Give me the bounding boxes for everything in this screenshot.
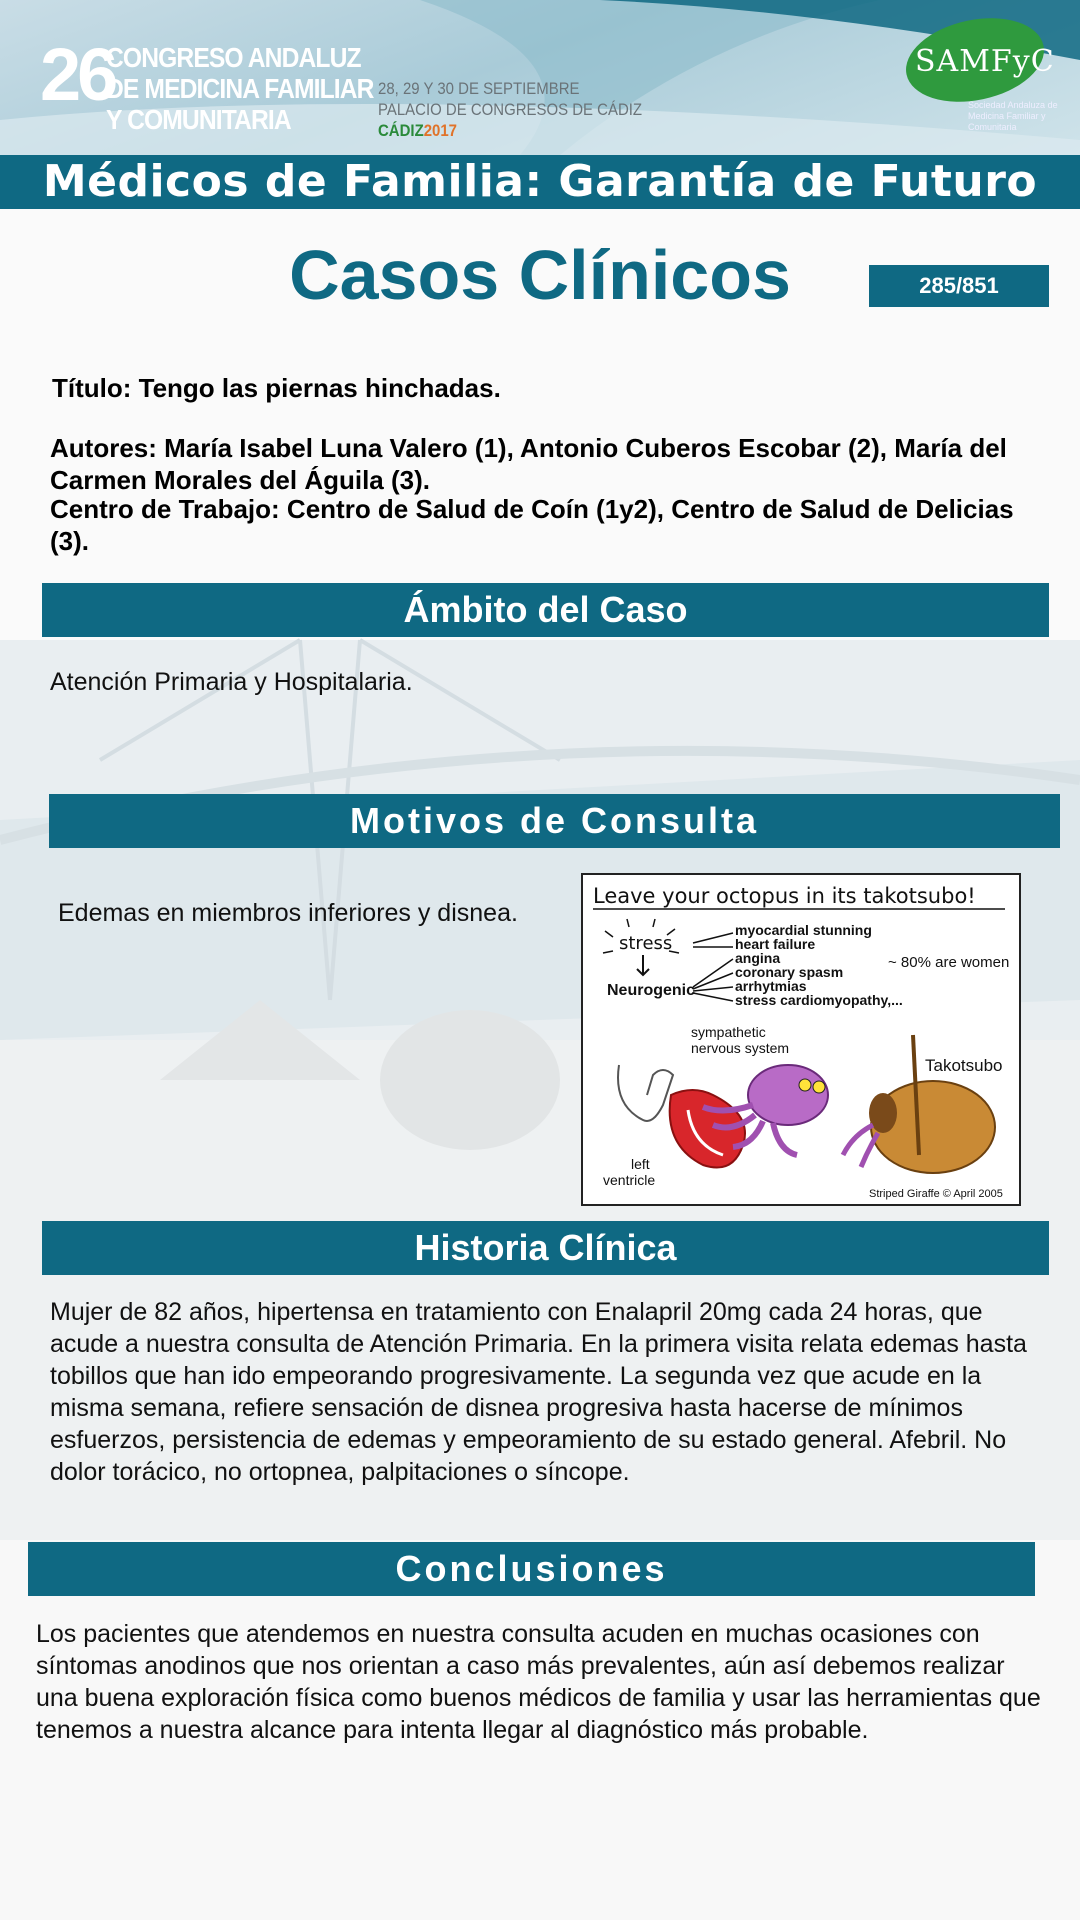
section-heading-ambito: Ámbito del Caso bbox=[42, 583, 1049, 637]
case-authors: Autores: María Isabel Luna Valero (1), Antonio Cuberos Escobar (2), María del Carmen Morales del Águila (3). bbox=[50, 433, 1007, 495]
congress-number: 26 bbox=[40, 33, 115, 116]
congress-header bbox=[0, 0, 1080, 155]
cartoon-women-note: ~ 80% are women bbox=[888, 954, 1010, 971]
case-code-badge: 285/851 bbox=[869, 265, 1049, 307]
congress-title bbox=[106, 42, 374, 135]
section-text-ambito: Atención Primaria y Hospitalaria. bbox=[50, 668, 413, 696]
logo-text: SAMFyC bbox=[915, 44, 1055, 79]
congress-dates: 28, 29 Y 30 DE SEPTIEMBRE bbox=[378, 79, 580, 98]
cartoon-takotsubo-label: Takotsubo bbox=[925, 1056, 1003, 1075]
section-text-historia: Mujer de 82 años, hipertensa en tratamiento con Enalapril 20mg cada 24 horas, que acude a nuestra consulta de Atención Primaria. En la primera visita relata edemas hasta tobillos que han ido empeorando progresivamente. La segunda vez que acude en la misma semana, refiere sensación de disnea progresiva hasta hacerse de mínimos esfuerzos, persistencia de edemas y empeoramiento de su estado general. Afebril. No dolor torácico, no ortopnea, palpitaciones o síncope. bbox=[50, 1298, 1027, 1486]
cartoon-stress: stress bbox=[619, 933, 673, 954]
congress-title-line: Y COMUNITARIA bbox=[106, 104, 291, 135]
cartoon-neurogenic: Neurogenic bbox=[607, 982, 696, 999]
cartoon-ventricle-line: ventricle bbox=[603, 1172, 656, 1188]
cartoon-effect: myocardial stunning bbox=[735, 922, 872, 938]
case-workplace: Centro de Trabajo: Centro de Salud de Coín (1y2), Centro de Salud de Delicias (3). bbox=[50, 494, 1014, 556]
cartoon-effect: stress cardiomyopathy,... bbox=[735, 992, 903, 1008]
cartoon-heading: Leave your octopus in its takotsubo! bbox=[593, 884, 976, 908]
congress-year: 2017 bbox=[423, 121, 458, 140]
logo-subtitle: Sociedad Andaluza de Medicina Familiar y Comunitaria bbox=[968, 100, 1058, 132]
cartoon-drawing bbox=[583, 875, 1019, 1204]
cartoon-effect: heart failure bbox=[735, 936, 816, 952]
cartoon-effect: coronary spasm bbox=[735, 964, 844, 980]
congress-title-line: DE MEDICINA FAMILIAR bbox=[106, 73, 374, 104]
section-text-conclusiones: Los pacientes que atendemos en nuestra consulta acuden en muchas ocasiones con síntomas anodinos que nos orientan a caso más prevalentes, aún así debemos realizar una buena exploración física como buenos médicos de familia y usar las herramientas que tenemos a nuestra alcance para intenta llegar al diagnóstico más probable. bbox=[36, 1620, 1041, 1744]
cartoon-sympathetic-line: sympathetic bbox=[691, 1024, 766, 1040]
cartoon-sympathetic-line: nervous system bbox=[691, 1040, 790, 1056]
page-title-text: Casos Clínicos bbox=[289, 236, 791, 314]
congress-venue: PALACIO DE CONGRESOS DE CÁDIZ bbox=[378, 100, 643, 119]
cartoon-ventricle-line: left bbox=[631, 1156, 650, 1172]
congress-city-year bbox=[378, 120, 642, 141]
takotsubo-cartoon bbox=[581, 873, 1021, 1206]
cartoon-effect: arrhytmias bbox=[735, 978, 807, 994]
samfyc-logo bbox=[905, 20, 1055, 105]
case-title: Título: Tengo las piernas hinchadas. bbox=[52, 373, 501, 403]
section-heading-conclusiones: Conclusiones bbox=[28, 1542, 1035, 1596]
congress-info bbox=[378, 78, 642, 141]
section-text-motivos: Edemas en miembros inferiores y disnea. bbox=[58, 899, 518, 927]
cartoon-effect: angina bbox=[735, 950, 781, 966]
section-heading-motivos: Motivos de Consulta bbox=[49, 794, 1060, 848]
section-heading-historia: Historia Clínica bbox=[42, 1221, 1049, 1275]
congress-title-line: CONGRESO ANDALUZ bbox=[106, 42, 361, 73]
congress-city: CÁDIZ bbox=[378, 121, 424, 140]
cartoon-credit: Striped Giraffe © April 2005 bbox=[869, 1188, 1003, 1200]
motto-banner: Médicos de Familia: Garantía de Futuro bbox=[0, 155, 1080, 209]
